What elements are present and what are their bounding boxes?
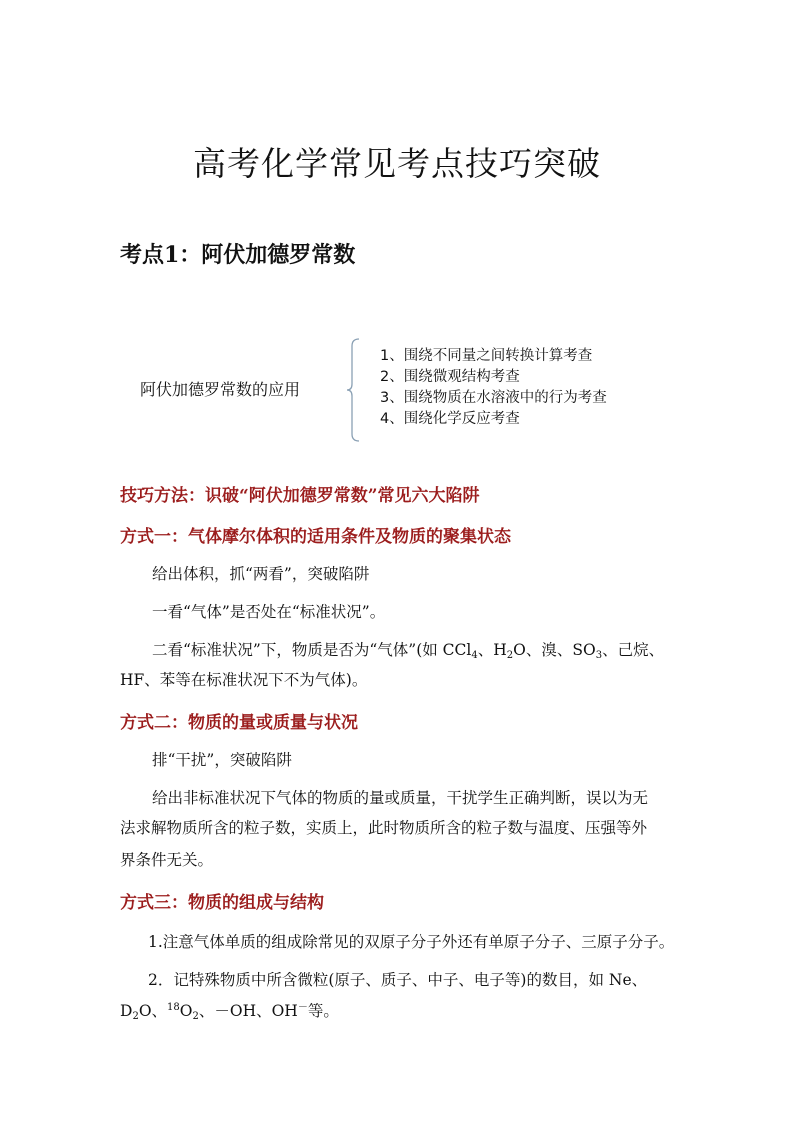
bracket-list-item: 3、围绕物质在水溶液中的行为考查 xyxy=(380,390,607,406)
bracket-list-item: 2、围绕微观结构考查 xyxy=(380,369,520,385)
bracket-list-item: 4、围绕化学反应考查 xyxy=(380,411,520,427)
method3-heading: 方式三：物质的组成与结构 xyxy=(120,893,324,913)
section-heading: 考点1：阿伏加德罗常数 xyxy=(120,242,356,268)
method2-heading: 方式二：物质的量或质量与状况 xyxy=(120,713,358,733)
method1-paragraph: 一看“气体”是否处在“标准状况”。 xyxy=(152,603,386,621)
method2-paragraph: 法求解物质所含的粒子数，实质上，此时物质所含的粒子数与温度、压强等外 xyxy=(120,819,648,837)
tips-heading: 技巧方法：识破“阿伏加德罗常数”常见六大陷阱 xyxy=(120,486,480,506)
method2-paragraph: 给出非标准状况下气体的物质的量或质量，干扰学生正确判断，误以为无 xyxy=(152,789,649,807)
method1-paragraph: 给出体积，抓“两看”，突破陷阱 xyxy=(152,565,370,583)
method1-heading: 方式一：气体摩尔体积的适用条件及物质的聚集状态 xyxy=(120,527,511,547)
document-title: 高考化学常见考点技巧突破 xyxy=(193,144,601,183)
method1-paragraph: HF、苯等在标准状况下不为气体)。 xyxy=(120,671,368,689)
method2-paragraph: 界条件无关。 xyxy=(120,851,214,869)
method2-paragraph: 排“干扰”，突破陷阱 xyxy=(152,751,292,769)
bracket-list xyxy=(380,346,607,430)
bracket-list-item: 1、围绕不同量之间转换计算考查 xyxy=(380,348,593,364)
method3-paragraph: $D_2O$、$^{18}O_2$、－OH、OH－等。 xyxy=(120,1002,339,1022)
method1-paragraph: 二看“标准状况”下，物质是否为“气体”(如 CCl$_4$、$H_2O$、溴、$SO_3$、己烷、 xyxy=(152,641,665,661)
bracket-label: 阿伏加德罗常数的应用 xyxy=(140,380,301,399)
curly-bracket-icon xyxy=(346,338,360,442)
method3-paragraph: 1.注意气体单质的组成除常见的双原子分子外还有单原子分子、三原子分子。 xyxy=(148,933,675,951)
method3-paragraph: 2．记特殊物质中所含微粒(原子、质子、中子、电子等)的数目，如 Ne、 xyxy=(148,971,648,989)
